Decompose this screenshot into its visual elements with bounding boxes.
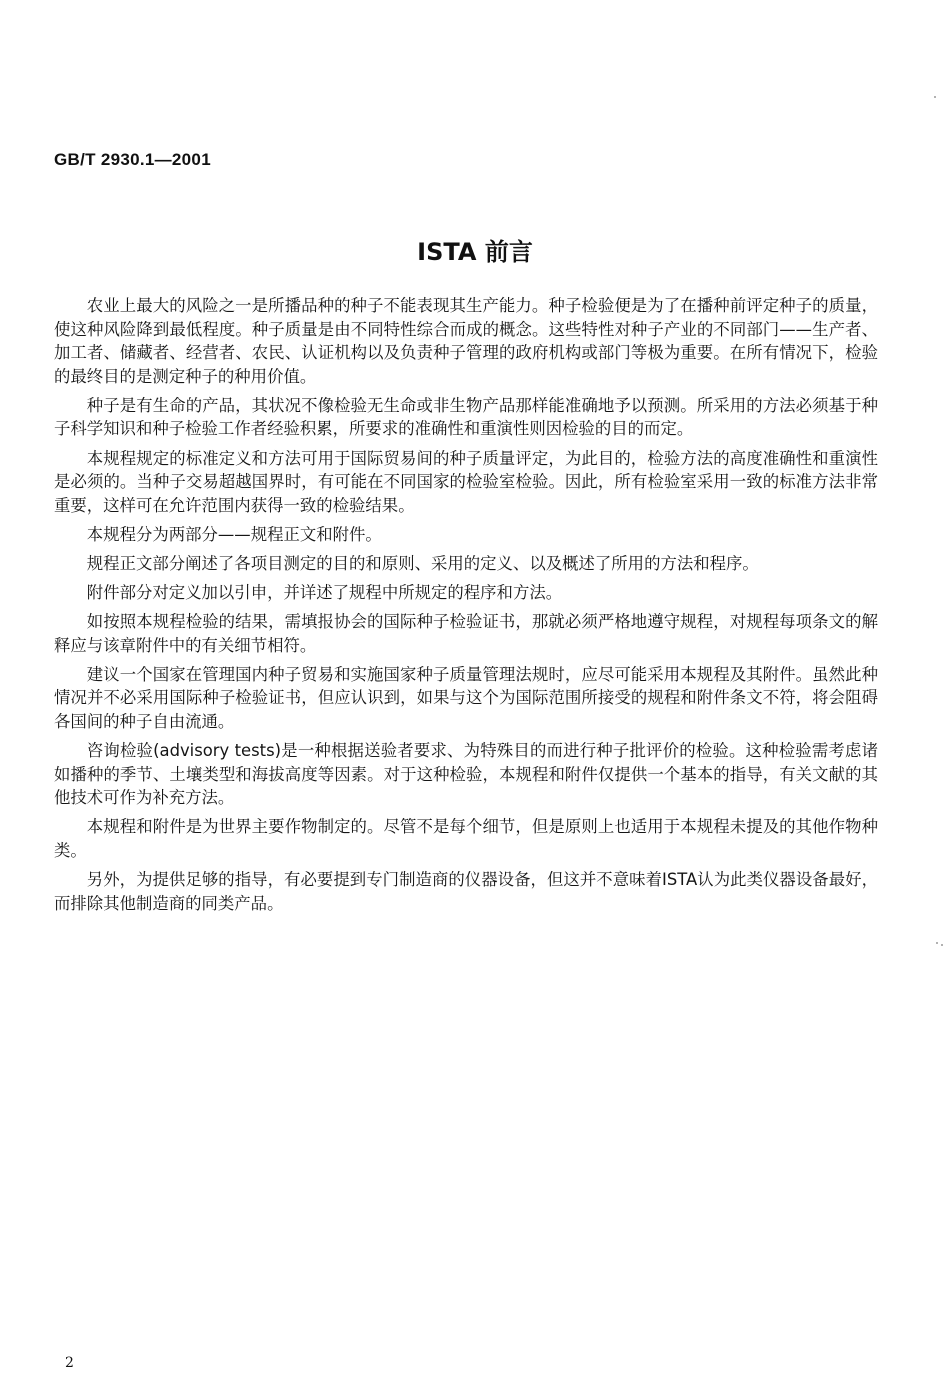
paragraph: 附件部分对定义加以引申，并详述了规程中所规定的程序和方法。 [86, 583, 563, 603]
paragraph: 种子是有生命的产品，其状况不像检验无生命或非生物产品那样能准确地予以预测。所采用的方法必须基于种子科学知识和种子检验工作者经验积累，所要求的准确性和重演性则因检验的目的而定。 [54, 395, 878, 439]
paragraph: 建议一个国家在管理国内种子贸易和实施国家种子质量管理法规时，应尽可能采用本规程及其附件。虽然此种情况并不必采用国际种子检验证书，但应认识到，如果与这个为国际范围所接受的规程和附件条文不符，将会阻碍各国间的种子自由流通。 [54, 664, 878, 731]
page-number: 2 [65, 1355, 74, 1371]
paragraph: 本规程和附件是为世界主要作物制定的。尽管不是每个细节，但是原则上也适用于本规程未提及的其他作物种类。 [54, 817, 878, 860]
paragraph: 规程正文部分阐述了各项目测定的目的和原则、采用的定义、以及概述了所用的方法和程序。 [86, 553, 759, 573]
paragraph: 如按照本规程检验的结果，需填报协会的国际种子检验证书，那就必须严格地遵守规程，对规程每项条文的解释应与该章附件中的有关细节相符。 [54, 612, 878, 655]
scan-speck [936, 942, 938, 944]
page-title: ISTA 前言 [417, 238, 533, 266]
standard-code: GB/T 2930.1—2001 [54, 150, 211, 169]
preface-body [54, 294, 878, 921]
scan-speck [941, 944, 943, 946]
paragraph: 咨询检验(advisory tests)是一种根据送验者要求、为特殊目的而进行种子批评价的检验。这种检验需考虑诸如播种的季节、土壤类型和海拔高度等因素。对于这种检验，本规程和附件仅提供一个基本的指导，有关文献的其他技术可作为补充方法。 [54, 741, 878, 808]
paragraph: 本规程分为两部分——规程正文和附件。 [86, 524, 382, 544]
paragraph: 另外，为提供足够的指导，有必要提到专门制造商的仪器设备，但这并不意味着ISTA认为此类仪器设备最好，而排除其他制造商的同类产品。 [54, 870, 878, 913]
paragraph: 本规程规定的标准定义和方法可用于国际贸易间的种子质量评定，为此目的，检验方法的高度准确性和重演性是必须的。当种子交易超越国界时，有可能在不同国家的检验室检验。因此，所有检验室采用一致的标准方法非常重要，这样可在允许范围内获得一致的检验结果。 [54, 448, 878, 515]
scan-speck [934, 96, 936, 98]
paragraph: 农业上最大的风险之一是所播品种的种子不能表现其生产能力。种子检验便是为了在播种前评定种子的质量，使这种风险降到最低程度。种子质量是由不同特性综合而成的概念。这些特性对种子产业的不同部门——生产者、加工者、储藏者、经营者、农民、认证机构以及负责种子管理的政府机构或部门等极为重要。在所有情况下，检验的最终目的是测定种子的种用价值。 [54, 296, 878, 386]
